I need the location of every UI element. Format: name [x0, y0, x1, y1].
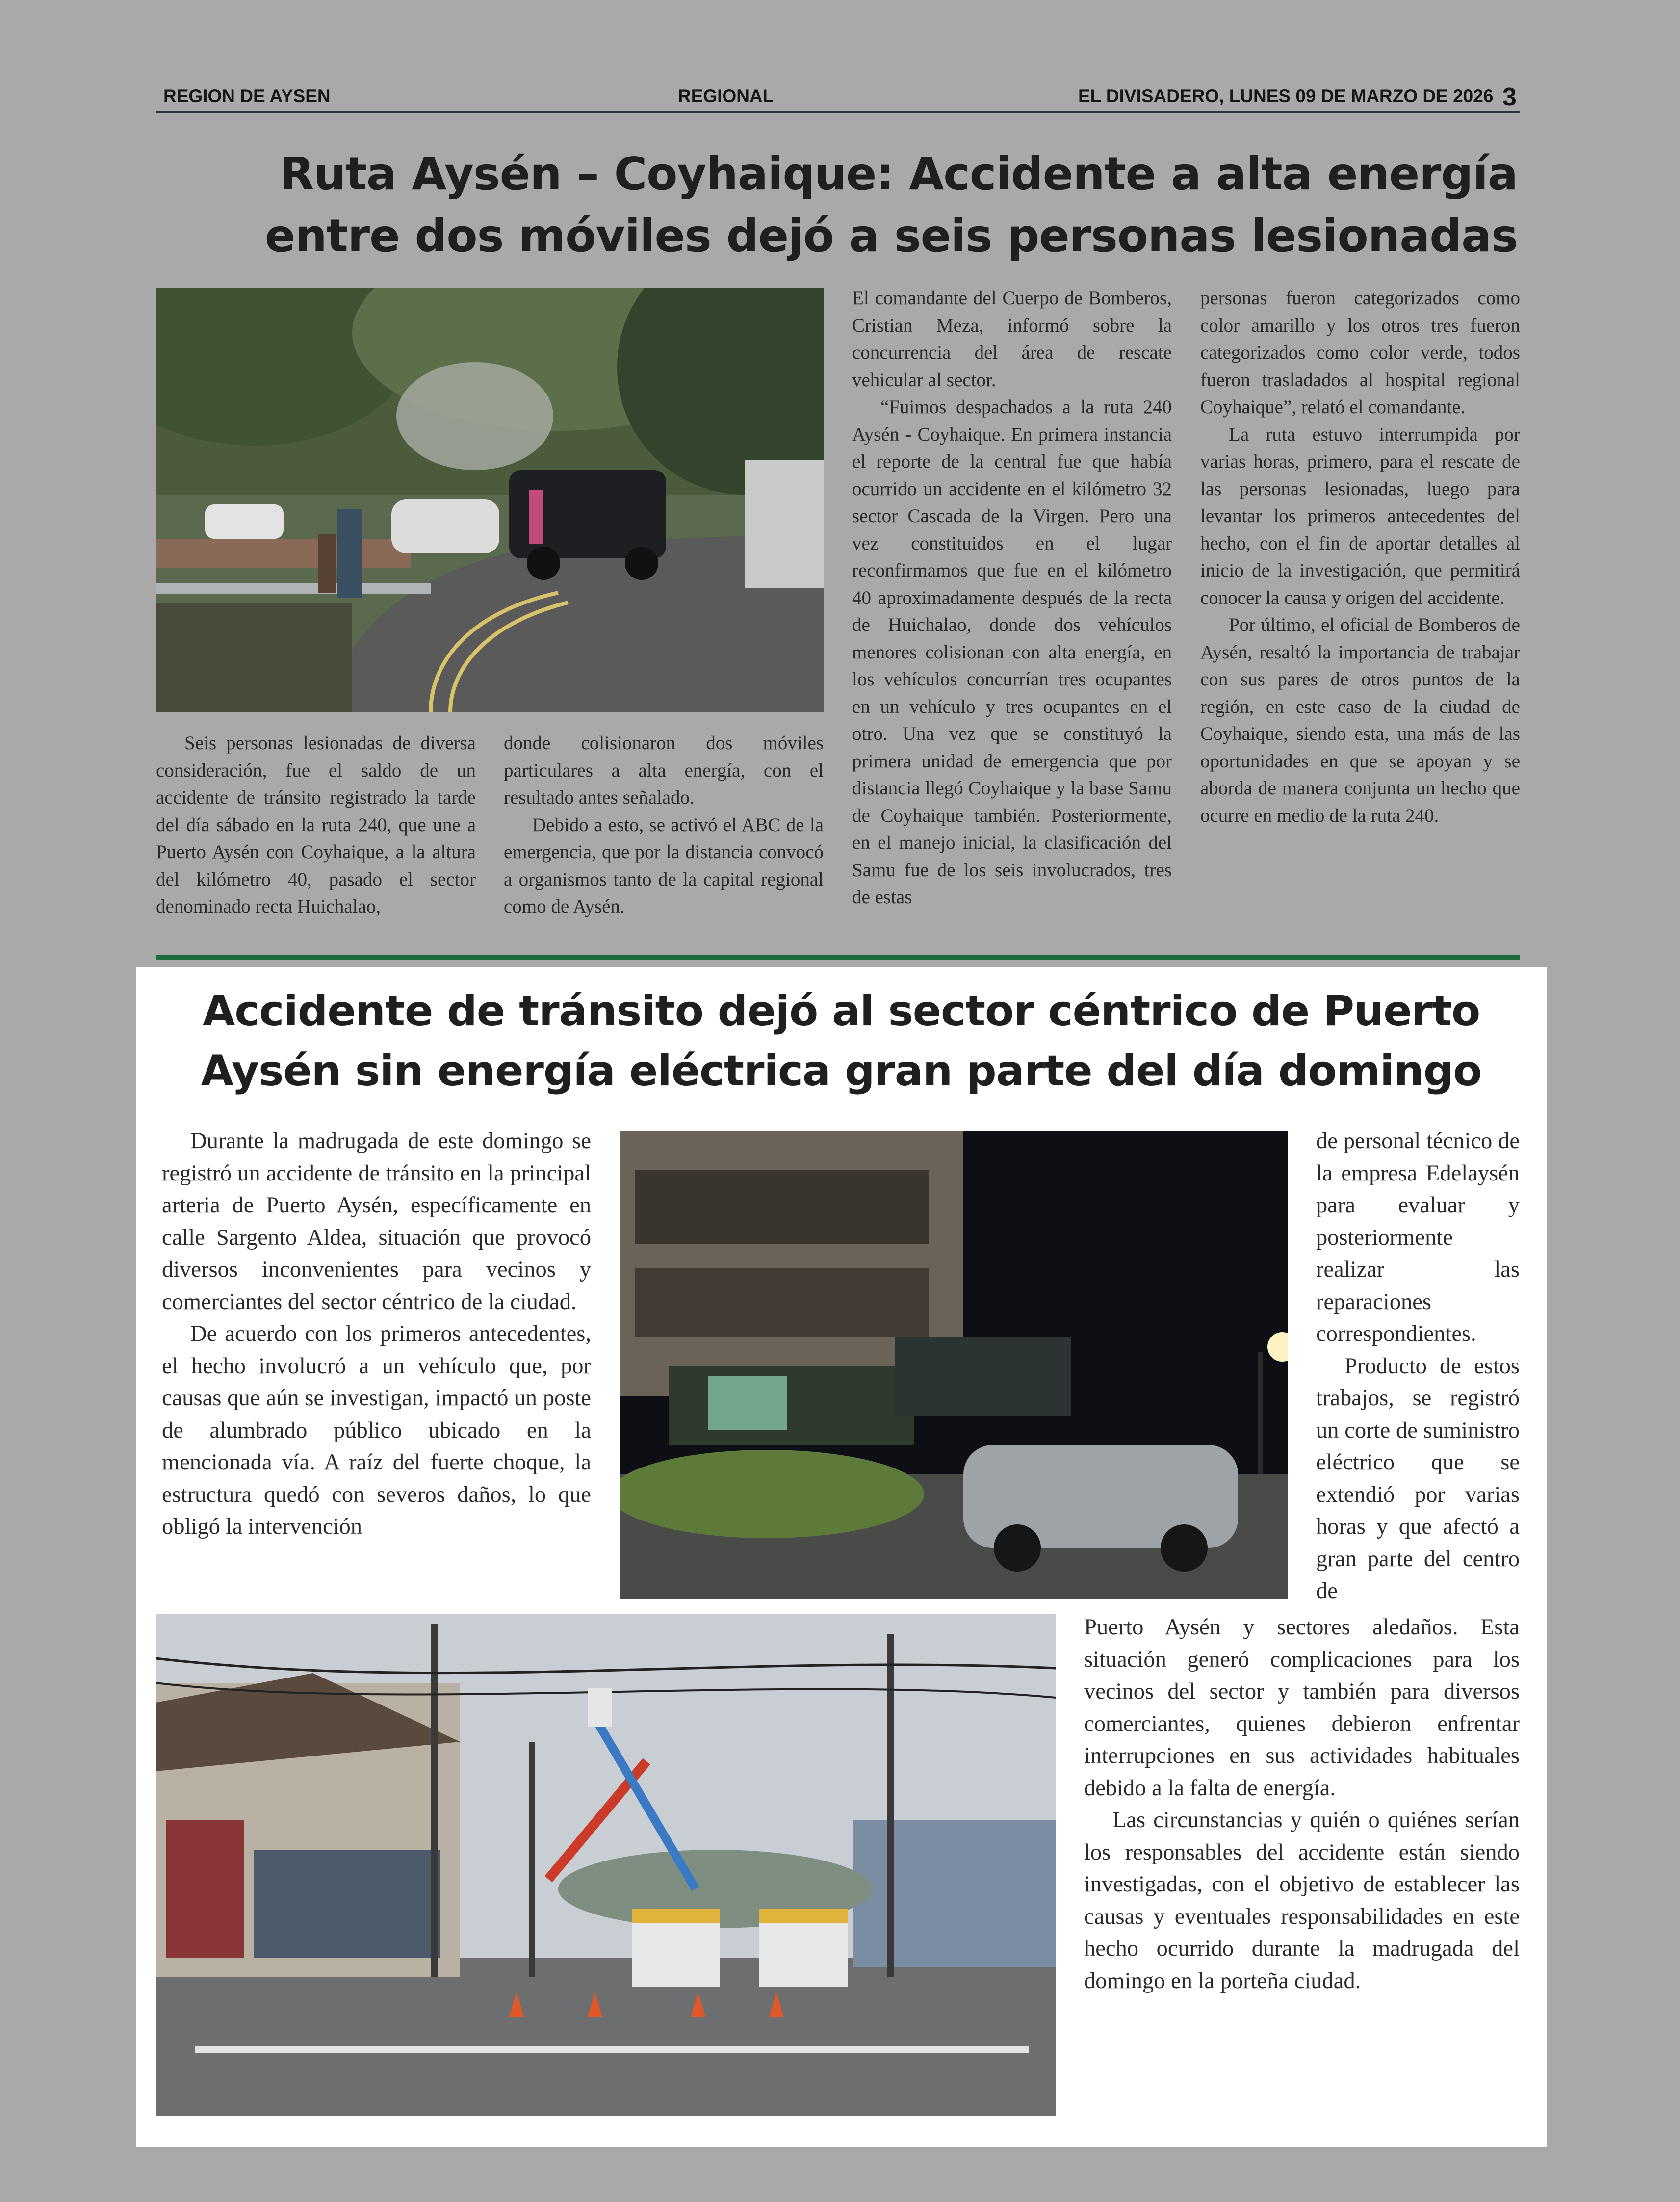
article1-paragraph: La ruta estuvo interrumpida por varias horas, primero, para el rescate de las personas lesionadas, luego para levantar los primeros antecedentes del hecho, con el fin de aportar detalles al inicio de la investigación, que permitirá conocer la causa y origen del accidente. [1200, 423, 1520, 608]
masthead-date: EL DIVISADERO, LUNES 09 DE MARZO DE 2026 [1078, 86, 1494, 106]
article1-paragraph: Debido a esto, se activó el ABC de la emergencia, que por la distancia convocó a organismos tanto de la capital regional como de Aysén. [504, 814, 824, 917]
night-crash-illustration [620, 1131, 1288, 1599]
utility-repair-illustration [156, 1614, 1056, 2116]
article1-paragraph: donde colisionaron dos móviles particulares a alta energía, con el resultado antes señalado. [504, 733, 824, 808]
page-number: 3 [1502, 83, 1517, 111]
article2-headline: Accidente de tránsito dejó al sector céntrico de Puerto Aysén sin energía eléctrica gran parte del día domingo [201, 987, 1482, 1096]
night-crash-photo [620, 1131, 1288, 1599]
article1-column-1 [156, 730, 476, 920]
section-label: REGION DE AYSEN [163, 86, 331, 106]
utility-repair-photo [156, 1614, 1056, 2116]
article1-paragraph: Por último, el oficial de Bomberos de Aysén, resaltó la importancia de trabajar con sus pares de otros puntos de la región, en este caso de la ciudad de Coyhaique, siendo esta, una más de las oportunidades en que se apoyan y se aborda de manera conjunta un hecho que ocurre en medio de la ruta 240. [1200, 614, 1520, 826]
article2-paragraph: de personal técnico de la empresa Edelaysén para evaluar y posteriormente realizar las reparaciones correspondientes. [1316, 1128, 1520, 1346]
article2-column-2 [1316, 1125, 1520, 1607]
article1-paragraph: personas fueron categorizados como color amarillo y los otros tres fueron categorizados como color verde, todos fueron trasladados al hospital regional Coyhaique”, relató el comandante. [1200, 288, 1520, 418]
article1-paragraph: “Fuimos despachados a la ruta 240 Aysén - Coyhaique. En primera instancia el reporte de la central fue que había ocurrido un accidente en el kilómetro 32 sector Cascada de la Virgen. Pero una vez constituidos en el lugar reconfirmamos que fue en el kilómetro 40 aproximadamente después de la recta de Huichalao, donde dos vehículos menores colisionan con alta energía, en los vehículos concurrían tres ocupantes en un vehículo y tres ocupantes en el otro. Una vez que se constituyó la primera unidad de emergencia que por distancia llegó Coyhaique y la base Samu de Coyhaique también. Posteriormente, en el manejo inicial, la clasificación del Samu fue de los seis involucrados, tres de estas [852, 396, 1172, 908]
article2-column-1 [162, 1125, 591, 1543]
article2-paragraph: Puerto Aysén y sectores aledaños. Esta situación generó complicaciones para los vecinos del sector y también para diversos comerciantes, quienes debieron enfrentar interrupciones en sus actividades habituales debido a la falta de energía. [1084, 1615, 1520, 1801]
article1-column-4 [1200, 285, 1520, 829]
article1-column-2 [504, 730, 824, 920]
article1-paragraph: Seis personas lesionadas de diversa consideración, fue el saldo de un accidente de tránsito registrado la tarde del día sábado en la ruta 240, que une a Puerto Aysén con Coyhaique, a la altura del kilómetro 40, pasado el sector denominado recta Huichalao, [156, 733, 476, 917]
article1-column-3 [852, 285, 1172, 911]
section-divider [156, 955, 1520, 960]
accident-road-photo [156, 288, 824, 712]
article2-paragraph: De acuerdo con los primeros antecedentes, el hecho involucró a un vehículo que, por causas que aún se investigan, impactó un poste de alumbrado público ubicado en la mencionada vía. A raíz del fuerte choque, la estructura quedó con severos daños, lo que obligó la intervención [162, 1321, 591, 1539]
article1-paragraph: El comandante del Cuerpo de Bomberos, Cristian Meza, informó sobre la concurrencia del área de rescate vehicular al sector. [852, 288, 1172, 391]
section-category: REGIONAL [678, 86, 774, 106]
article2-column-3 [1084, 1611, 1520, 1997]
article2-paragraph: Durante la madrugada de este domingo se registró un accidente de tránsito en la principal arteria de Puerto Aysén, específicamente en calle Sargento Aldea, situación que provocó diversos inconvenientes para vecinos y comerciantes del sector céntrico de la ciudad. [162, 1128, 591, 1314]
article1-headline: Ruta Aysén – Coyhaique: Accidente a alta energía entre dos móviles dejó a seis personas lesionadas [264, 148, 1518, 262]
accident-road-illustration [156, 288, 824, 712]
header-rule [156, 111, 1520, 113]
article2-paragraph: Producto de estos trabajos, se registró un corte de suministro eléctrico que se extendió por varias horas y que afectó a gran parte del centro de [1316, 1353, 1520, 1603]
article2-paragraph: Las circunstancias y quién o quiénes serían los responsables del accidente están siendo investigadas, con el objetivo de establecer las causas y eventuales responsabilidades en este hecho ocurrido durante la madrugada del domingo en la porteña ciudad. [1084, 1808, 1520, 1993]
